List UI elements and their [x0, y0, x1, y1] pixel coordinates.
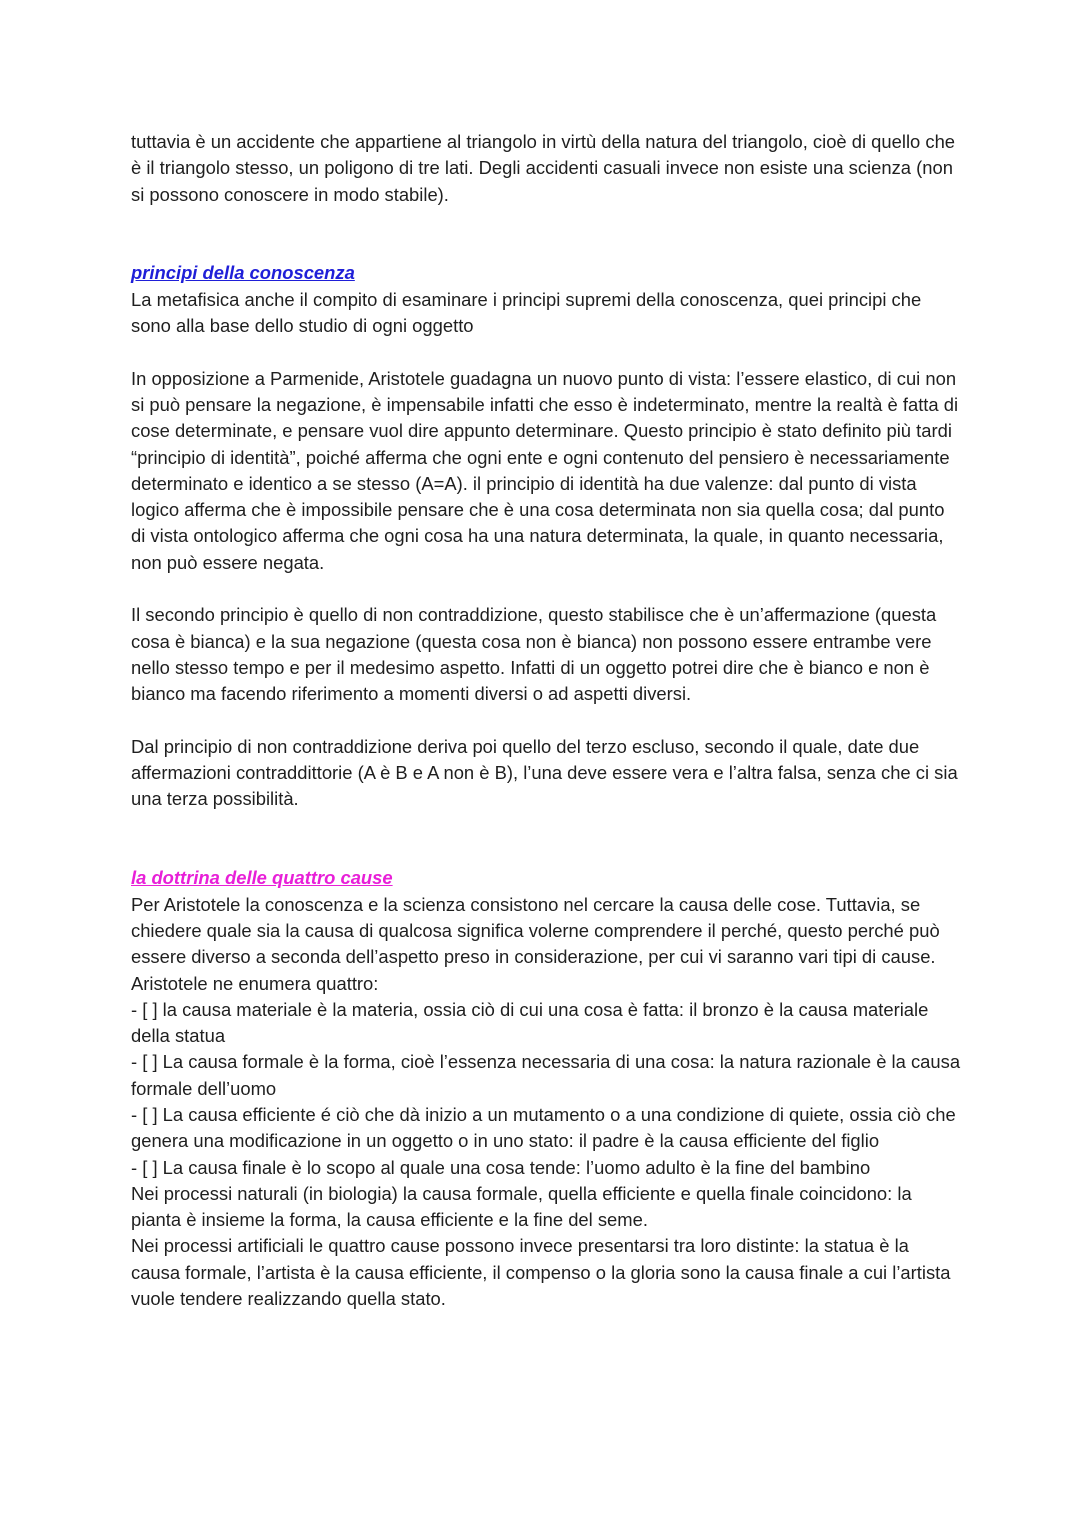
list-item-causa-formale: - [ ] La causa formale è la forma, cioè l’essenza necessaria di una cosa: la natura razionale è la causa formale dell’uomo [131, 1051, 961, 1099]
intro-paragraph: tuttavia è un accidente che appartiene al triangolo in virtù della natura del triangolo, cioè di quello che è il triangolo stesso, un poligono di tre lati. Degli accidenti casuali invece non esiste una scienza (non si possono conoscere in modo stabile). [131, 131, 956, 205]
paragraph: Dal principio di non contraddizione deriva poi quello del terzo escluso, secondo il quale, date due affermazioni contraddittorie (A è B e A non è B), l’una deve essere vera e l’altra falsa, senza che ci sia una terza possibilità. [131, 735, 958, 810]
paragraph-spacer [131, 708, 961, 734]
paragraph: La metafisica anche il compito di esaminare i principi supremi della conoscenza, quei principi che sono alla base dello studio di ogni oggetto [131, 288, 922, 337]
list-item-causa-efficiente: - [ ] La causa efficiente é ciò che dà inizio a un mutamento o a una condizione di quiete, ossia ciò che genera una modificazione in un oggetto o in uno stato: il padre è la causa efficiente del figlio [131, 1103, 956, 1152]
section-spacer [131, 208, 961, 261]
paragraph-spacer [131, 576, 961, 602]
section-spacer [131, 813, 961, 866]
list-item-causa-finale: - [ ] La causa finale è lo scopo al quale una cosa tende: l’uomo adulto è la fine del bambino [131, 1156, 871, 1178]
paragraph: Per Aristotele la conoscenza e la scienza consistono nel cercare la causa delle cose. Tuttavia, se chiedere quale sia la causa di qualcosa significa volerne comprendere il perché, questo perché può essere diverso a seconda dell’aspetto preso in considerazione, per cui vi saranno vari tipi di cause. Aristotele ne enumera quattro: [131, 893, 940, 994]
section-heading-principi: principi della conoscenza [131, 262, 355, 284]
paragraph: Nei processi artificiali le quattro cause possono invece presentarsi tra loro distinte: la statua è la causa formale, l’artista è la causa efficiente, il compenso o la gloria sono la causa finale a cui l’artista vuole tendere realizzando quella stato. [131, 1235, 951, 1310]
paragraph-spacer [131, 339, 961, 365]
list-item-causa-materiale: - [ ] la causa materiale è la materia, ossia ciò di cui una cosa è fatta: il bronzo è la causa materiale della statua [131, 998, 929, 1047]
paragraph: Nei processi naturali (in biologia) la causa formale, quella efficiente e quella finale coincidono: la pianta è insieme la forma, la causa efficiente e la fine del seme. [131, 1182, 912, 1231]
document-page [131, 129, 961, 1312]
section-heading-cause: la dottrina delle quattro cause [131, 867, 393, 889]
paragraph: Il secondo principio è quello di non contraddizione, questo stabilisce che è un’affermazione (questa cosa è bianca) e la sua negazione (questa cosa non è bianca) non possono essere entrambe vere nello stesso tempo e per il medesimo aspetto. Infatti di un oggetto potrei dire che è bianco e non è bianco ma facendo riferimento a momenti diversi o ad aspetti diversi. [131, 604, 937, 705]
paragraph: In opposizione a Parmenide, Aristotele guadagna un nuovo punto di vista: l’essere elastico, di cui non si può pensare la negazione, è impensabile infatti che esso è indeterminato, mentre la realtà è fatta di cose determinate, e pensare vuol dire appunto determinare. Questo principio è stato definito più tardi “principio di identità”, poiché afferma che ogni ente e ogni contenuto del pensiero è necessariamente determinato e identico a se stesso (A=A). il principio di identità ha due valenze: dal punto di vista logico afferma che è impossibile pensare che è una cosa determinata non sia quella cosa; dal punto di vista ontologico afferma che ogni cosa ha una natura determinata, la quale, in quanto necessaria, non può essere negata. [131, 367, 959, 573]
